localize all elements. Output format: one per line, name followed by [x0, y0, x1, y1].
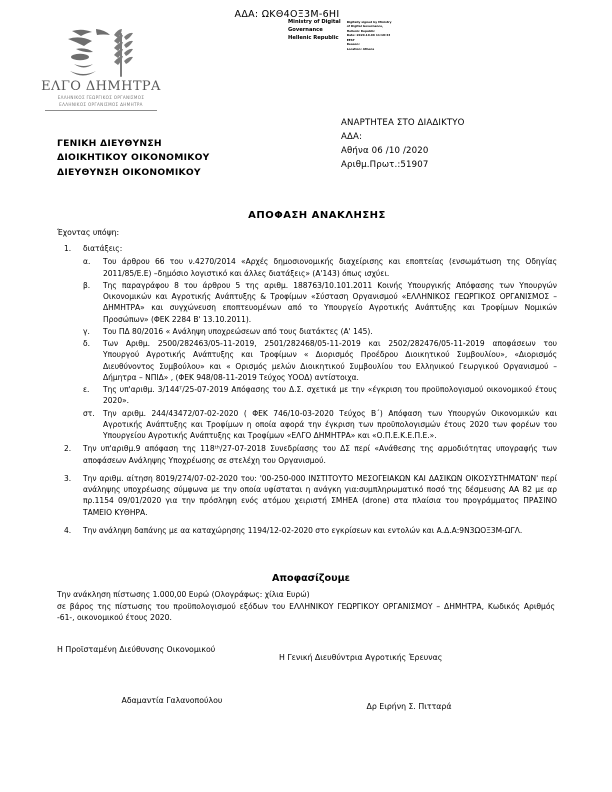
list-item — [83, 256, 557, 279]
signature-detail-line5: EEST — [346, 37, 355, 42]
list-item — [83, 280, 557, 325]
protocol-number: Αριθμ.Πρωτ.:51907 — [341, 159, 429, 170]
list-marker: ε. — [83, 385, 90, 394]
list-marker: 1. — [64, 244, 72, 253]
list-item — [57, 525, 557, 536]
signature-detail-line7: Location: Athens — [346, 46, 375, 51]
list-marker: 2. — [64, 444, 72, 454]
signatory-right — [279, 653, 539, 711]
list-item — [83, 384, 557, 407]
list-item — [83, 408, 557, 442]
signature-detail-line1: Digitally signed by Ministry — [346, 19, 392, 24]
decision-budget-line: σε βάρος της πίστωσης του προϋπολογισμού εξόδων του ΕΛΛΗΝΙΚΟΥ ΓΕΩΡΓΙΚΟΥ ΟΡΓΑΝΙΣΜΟΥ – ΔΗΜΗΤΡΑ, Κωδικός Αριθμός -61-, οικονομικού έτους 2020. — [57, 601, 555, 623]
logo-title: ΕΛΓΟ ΔΗΜΗΤΡΑ — [41, 79, 161, 94]
signature-authority — [288, 19, 341, 42]
list-marker: στ. — [83, 408, 95, 418]
logo-divider — [45, 110, 157, 111]
ada-label: ΑΔΑ: — [341, 131, 363, 142]
signature-authority-line2: Governance — [288, 26, 323, 33]
signatory-left-role: Η Προϊσταμένη Διεύθυνσης Οικονομικού — [57, 645, 216, 654]
list-item — [83, 338, 557, 383]
department-line-3: ΔΙΕΥΘΥΝΣΗ ΟΙΚΟΝΟΜΙΚΟΥ — [57, 166, 201, 178]
list-item-text: διατάξεις: — [83, 244, 123, 253]
list-item-text: Του άρθρου 66 του ν.4270/2014 «Αρχές δημοσιονομικής διαχείρισης και εποπτείας (ενσωμάτωση της Οδηγίας 2011/85/Ε.Ε) –δημόσιο λογιστικό και άλλες διατάξεις» (Α'143) όπως ισχύει. — [103, 257, 557, 278]
ada-header-code: ΑΔΑ: ΩΚΘ4ΟΞ3Μ-6ΗΙ — [234, 9, 340, 20]
list-marker: 4. — [64, 525, 72, 535]
legal-basis-list — [57, 243, 557, 538]
list-item-text: Την αριθμ. αίτηση 8019/274/07-02-2020 του: '00-250-000 ΙΝΣΤΙΤΟΥΤΟ ΜΕΣΟΓΕΙΑΚΩΝ ΚΑΙ ΔΑΣΙΚΩΝ ΟΙΚΟΣΥΣΤΗΜΑΤΩΝ' περί ανάληψης υποχρέωσης σύμφωνα με την οποία υφίσταται η ανάγκη για:συμπληρωματικό ποσό της δέσμευσης ΑΑ 82 με αρ πρ.1154 09/01/2020 για την πρόσληψη ενός ατόμου χειριστή ΣΜΗΕΑ (drone) στα πλαίσια του προγράμματος ΠΡΑΣΙΝΟ ΤΑΜΕΙΟ ΚΥΘΗΡΑ. — [83, 473, 557, 517]
list-marker: γ. — [83, 326, 90, 336]
signature-detail-line6: Reason: — [346, 42, 360, 46]
list-item-text: Της παραγράφου 8 του άρθρου 5 της αριθμ. 188763/10.101.2011 Κοινής Υπουργικής Απόφασης των Υπουργών Οικονομικών και Αγροτικής Ανάπτυξης & Τροφίμων «Σύσταση Οργανισμού «ΕΛΛΗΝΙΚΟΣ ΓΕΩΡΓΙΚΟΣ ΟΡΓΑΝΙΣΜΟΣ – ΔΗΜΗΤΡΑ» και συγχώνευση εποπτευομένων από το Υπουργείο Αγροτικής Ανάπτυξης και Τροφίμων Νομικών Προσώπων» (ΦΕΚ 2284 Β' 13.10.2011). — [103, 280, 557, 324]
signature-authority-line3: Hellenic Republic — [288, 34, 339, 41]
list-item-text: Την αριθμ. 244/43472/07-02-2020 ( ΦΕΚ 746/10-03-2020 Τεύχος Β΄) Απόφαση των Υπουργών Οικονομικών και Αγροτικής Ανάπτυξης και Τροφίμων η οποία αφορά την έγκριση των προϋπολογισμών έτους 2020 των φορέων του Υπουργείου Αγροτικής Ανάπτυξης και Τροφίμων «ΕΛΓΟ ΔΗΜΗΤΡΑ» και «Ο.Π.Ε.Κ.Ε.Π.Ε.». — [103, 408, 557, 440]
list-marker: δ. — [83, 339, 90, 348]
list-item-text: Της υπ'αριθμ. 3/144ᵀ/25-07-2019 Απόφασης του Δ.Σ. σχετικά με την «έγκριση του προϋπολογισμού οικονομικού έτους 2020». — [103, 385, 557, 406]
department-line-2: ΔΙΟΙΚΗΤΙΚΟΥ ΟΙΚΟΝΟΜΙΚΟΥ — [57, 152, 210, 164]
list-marker: β. — [83, 280, 91, 290]
list-marker: 3. — [64, 473, 72, 483]
list-item — [57, 243, 557, 441]
signatory-left-name: Αδαμαντία Γαλανοπούλου — [121, 696, 223, 705]
logo-subtitle-line1: ΕΛΛΗΝΙΚΟΣ ΓΕΩΡΓΙΚΟΣ ΟΡΓΑΝΙΣΜΟΣ — [57, 95, 145, 101]
digital-signature-stamp — [288, 19, 392, 51]
decision-amount-line: Την ανάκληση πίστωσης 1.000,00 Ευρώ (Ολογράφως: χίλια Ευρώ) — [57, 590, 310, 599]
organization-logo — [40, 27, 162, 111]
preamble-text: Έχοντας υπόψη: — [57, 228, 120, 237]
signature-details — [347, 19, 392, 51]
signatory-right-name: Δρ Ειρήνη Σ. Πιτταρά — [366, 702, 452, 711]
publication-notice: ΑΝΑΡΤΗΤΕΑ ΣΤΟ ΔΙΑΔΙΚΤΥΟ — [341, 118, 465, 128]
list-item — [83, 326, 557, 337]
decision-body — [57, 589, 555, 624]
document-meta — [341, 117, 465, 173]
signature-detail-line3: Hellenic Republic — [346, 28, 375, 33]
list-item — [57, 443, 557, 466]
signature-detail-line4: Date: 2020.10.06 11:18:43 — [346, 33, 391, 37]
list-item-text: Των Αριθμ. 2500/282463/05-11-2019, 2501/282468/05-11-2019 και 2502/282476/05-11-2019 αποφάσεων του Υπουργού Αγροτικής Ανάπτυξης και Τροφίμων « Διορισμός Προέδρου Διοικητικού Συμβουλίου», «Διορισμός Διευθύνοντος Συμβούλου» και « Ορισμός μελών Διοικητικού Συμβουλίου του Ελληνικού Γεωργικού Οργανισμού – Δήμητρα – ΝΠΙΔ» , (ΦΕΚ 948/08-11-2019 Τεύχος ΥΟΟΔ) αντίστοιχα. — [103, 339, 557, 382]
demeter-head-icon — [58, 27, 144, 79]
signatory-left — [57, 645, 287, 705]
place-and-date: Αθήνα 06 /10 /2020 — [341, 145, 429, 156]
decision-heading: Αποφασίζουμε — [271, 573, 351, 584]
department-line-1: ΓΕΝΙΚΗ ΔΙΕΥΘΥΝΣΗ — [57, 138, 162, 149]
logo-subtitle-line2: ΕΛΛΗΝΙΚΟΣ ΟΡΓΑΝΙΣΜΟΣ ΔΗΜΗΤΡΑ — [59, 102, 143, 108]
sub-list — [83, 256, 557, 441]
list-marker: α. — [83, 257, 91, 267]
list-item-text: Του ΠΔ 80/2016 « Ανάληψη υποχρεώσεων από τους διατάκτες (Α' 145). — [103, 326, 373, 336]
page-title: ΑΠΟΦΑΣΗ ΑΝΑΚΛΗΣΗΣ — [248, 210, 386, 221]
list-item — [57, 473, 557, 518]
department-header — [57, 137, 210, 180]
list-item-text: Την ανάληψη δαπάνης με αα καταχώρησης 1194/12-02-2020 στο εγκρίσεων και εντολών και Α.Δ.Α:9Ν3ΩΟΞ3Μ-ΩΓΛ. — [83, 525, 523, 535]
signature-authority-line1: Ministry of Digital — [288, 19, 341, 25]
signatory-right-role: Η Γενική Διευθύντρια Αγροτικής Έρευνας — [279, 653, 443, 662]
list-item-text: Την υπ'αριθμ.9 απόφαση της 118ᵗʰ/27-07-2018 Συνεδρίασης του ΔΣ περί «Ανάθεσης της αρμοδιότητας υπογραφής των αποφάσεων Ανάληψης Υποχρέωσης σε στελέχη του Οργανισμού. — [83, 444, 557, 465]
signature-detail-line2: of Digital Governance, — [346, 24, 384, 28]
